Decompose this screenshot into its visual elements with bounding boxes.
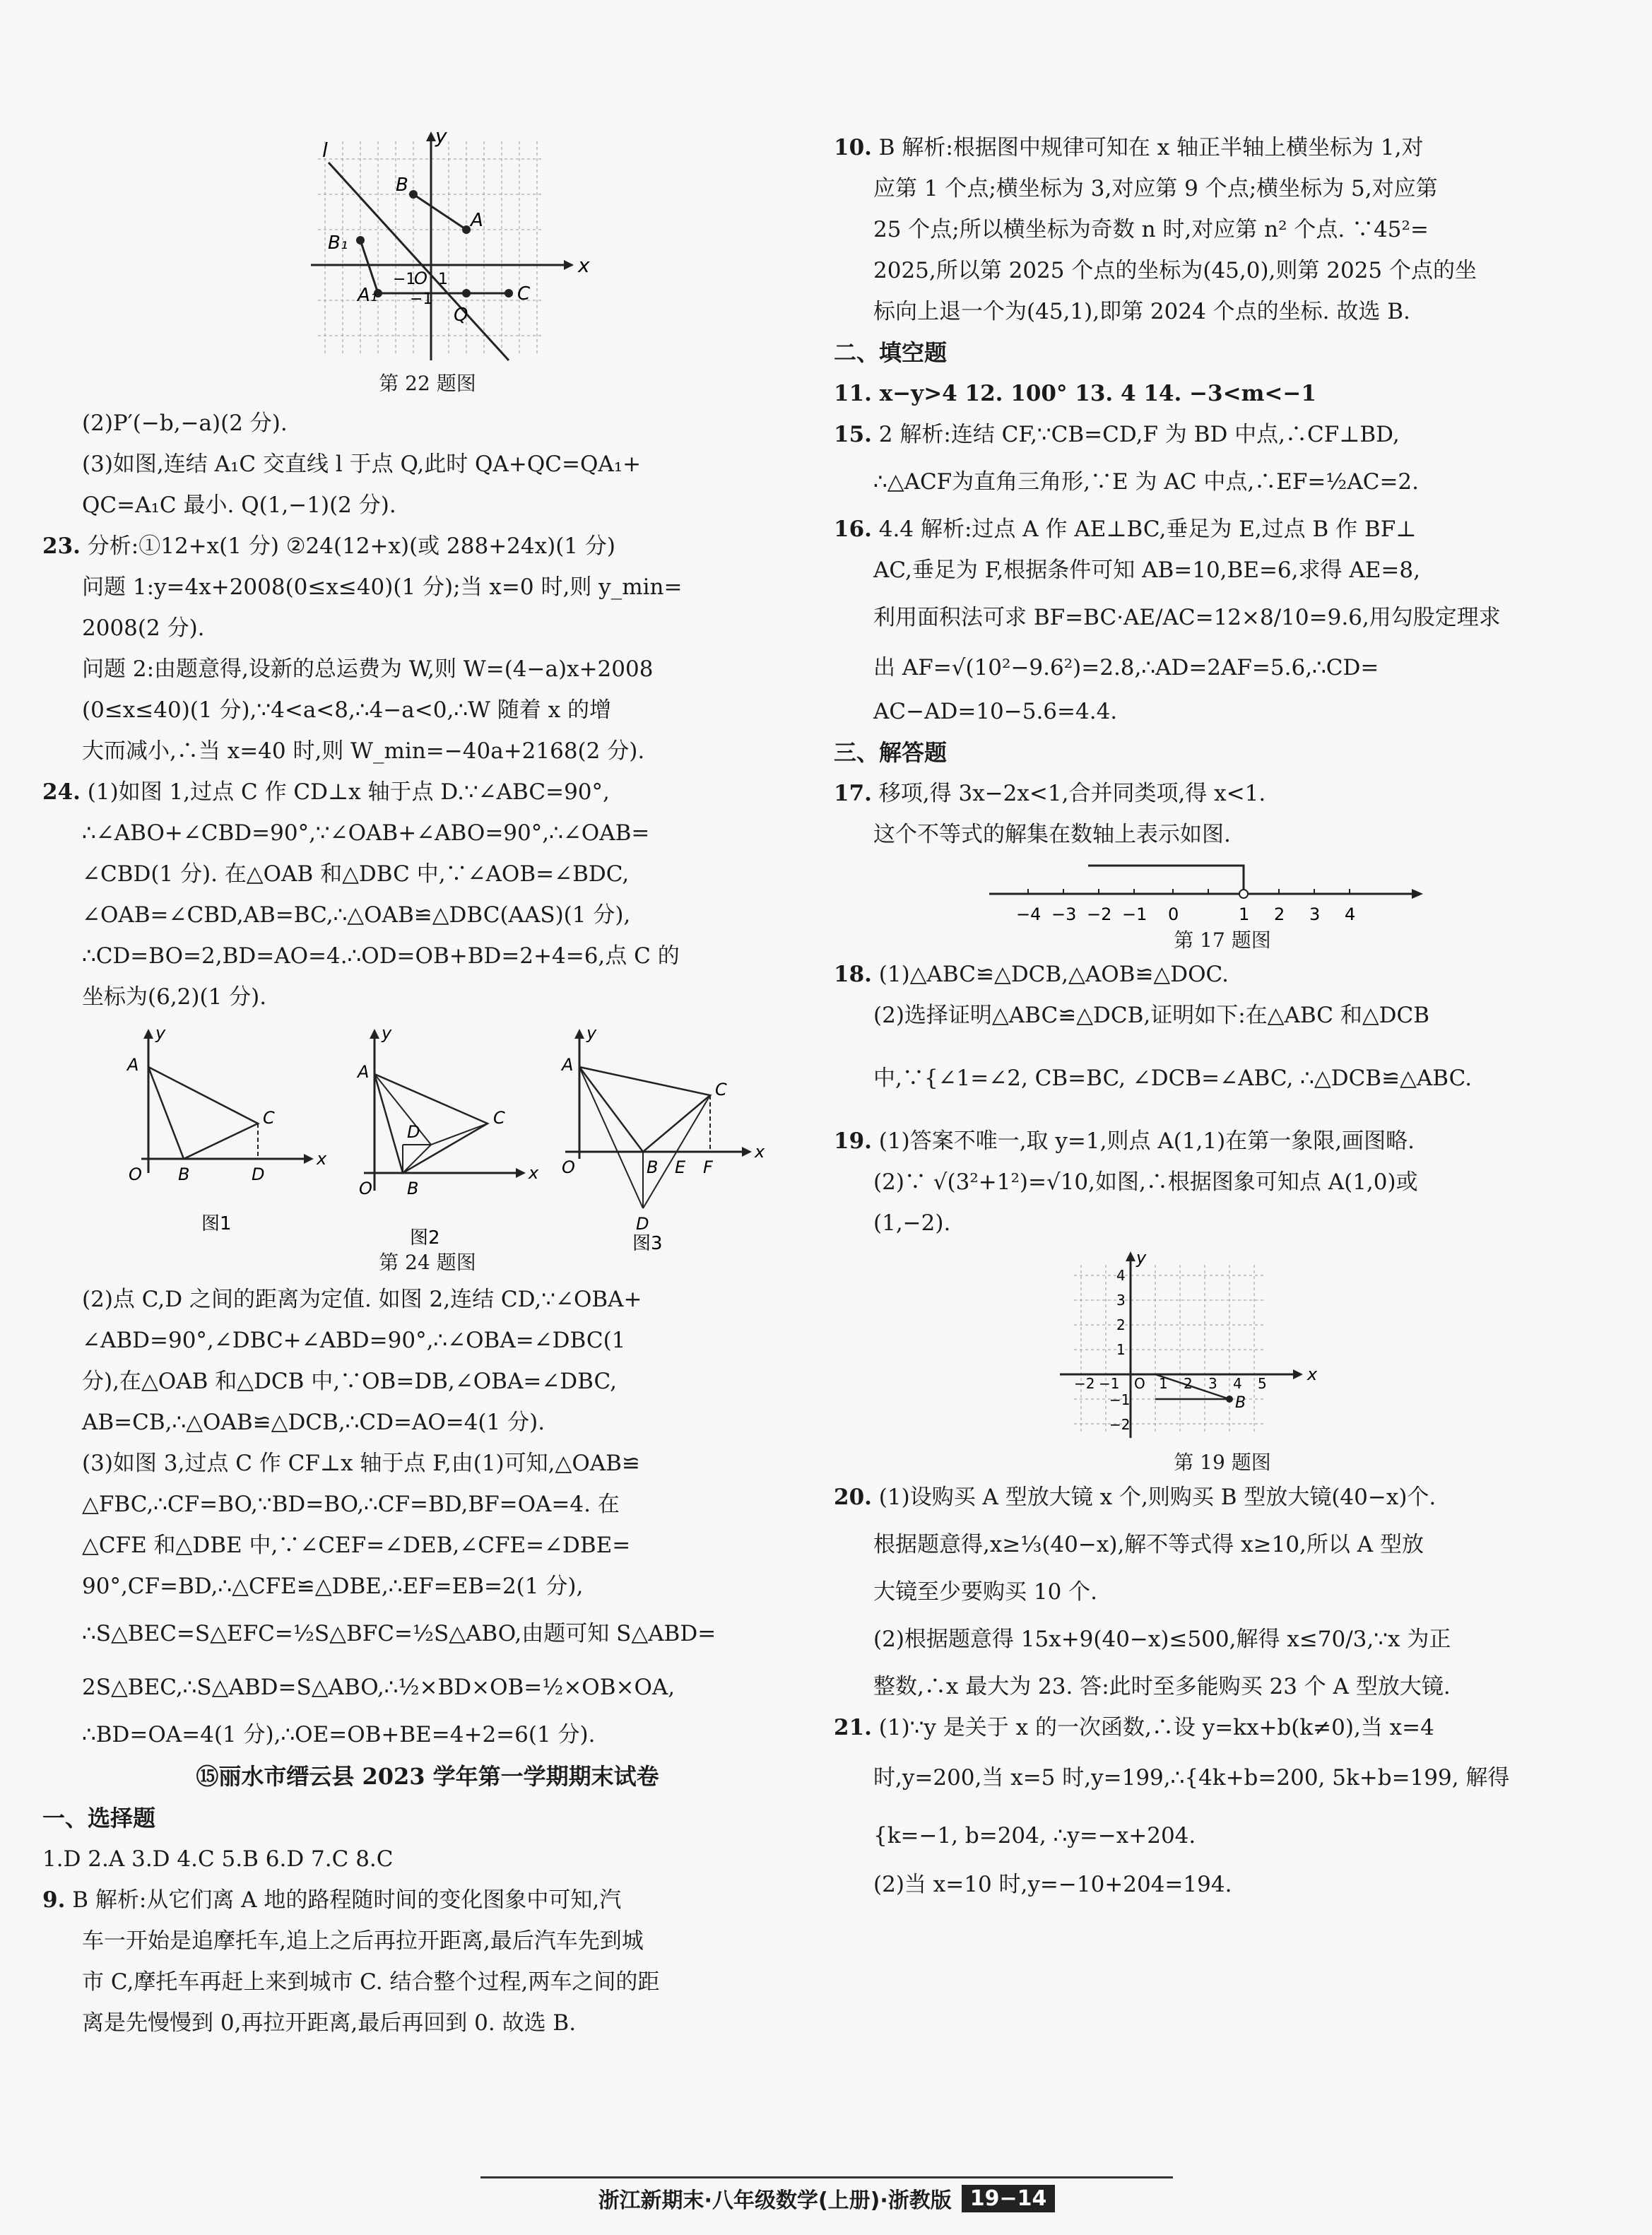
- figure-24-label-2: 图2: [410, 1227, 440, 1249]
- q24-line-3: ∠CBD(1 分). 在△OAB 和△DBC 中,∵∠AOB=∠BDC,: [82, 861, 630, 887]
- q10-line-2: 应第 1 个点;横坐标为 3,对应第 9 个点;横坐标为 5,对应第: [873, 176, 1438, 201]
- svg-text:B: B: [407, 1179, 419, 1198]
- q9-line-2: 车一开始是追摩托车,追上之后再拉开距离,最后汽车先到城: [82, 1928, 644, 1954]
- q23-line-4: 问题 2:由题意得,设新的总运费为 W,则 W=(4−a)x+2008: [82, 656, 654, 682]
- q24b-line-3: 分),在△OAB 和△DCB 中,∵OB=DB,∠OBA=∠DBC,: [82, 1369, 617, 1394]
- q21-line-4: (2)当 x=10 时,y=−10+204=194.: [873, 1872, 1232, 1897]
- q21-text-1: (1)∵y 是关于 x 的一次函数,∴设 y=kx+b(k≠0),当 x=4: [878, 1715, 1434, 1740]
- svg-text:1: 1: [1116, 1341, 1126, 1358]
- svg-text:A: A: [127, 1055, 139, 1075]
- q24b-line-7: △CFE 和△DBE 中,∵∠CEF=∠DEB,∠CFE=∠DBE=: [82, 1533, 631, 1558]
- test-title: ⑮丽水市缙云县 2023 学年第一学期期末试卷: [196, 1763, 659, 1790]
- number-line: [834, 855, 1611, 926]
- figure-17-caption: 第 17 题图: [1174, 928, 1271, 952]
- q15-line-2: ∴△ACF为直角三角形,∵E 为 AC 中点,∴EF=½AC=2.: [873, 469, 1420, 495]
- q21-number: 21.: [834, 1715, 872, 1740]
- tick-neg4: −4: [1016, 904, 1042, 924]
- svg-text:4: 4: [1233, 1375, 1242, 1392]
- q21-line-3: {k=−1, b=204, ∴y=−x+204.: [873, 1823, 1196, 1848]
- tick-neg2: −2: [1087, 904, 1112, 924]
- q16-line-1: [834, 509, 1611, 550]
- page-footer: [480, 2176, 1173, 2218]
- q20-line-1: [834, 1477, 1611, 1518]
- tick-2: 2: [1274, 904, 1285, 924]
- svg-text:F: F: [703, 1157, 713, 1177]
- svg-text:B: B: [396, 175, 408, 196]
- q23-line-1: [42, 526, 813, 567]
- q23-line-2: 问题 1:y=4x+2008(0≤x≤40)(1 分);当 x=0 时,则 y_min=: [82, 574, 683, 600]
- choice-answers: 1.D 2.A 3.D 4.C 5.B 6.D 7.C 8.C: [42, 1846, 394, 1872]
- q23-number: 23.: [42, 533, 81, 559]
- q9-text-1: B 解析:从它们离 A 地的路程随时间的变化图象中可知,汽: [72, 1887, 622, 1913]
- tick-1: 1: [1239, 904, 1250, 924]
- svg-text:y: y: [586, 1023, 597, 1043]
- q21-line-1: [834, 1707, 1611, 1748]
- q19-text-1: (1)答案不唯一,取 y=1,则点 A(1,1)在第一象限,画图略.: [878, 1128, 1415, 1154]
- figure-24: [42, 1018, 813, 1279]
- svg-text:C: C: [715, 1080, 727, 1099]
- figure-22-graph: [42, 120, 813, 403]
- right-column: [834, 127, 1611, 1905]
- q20-line-3: 大镜至少要购买 10 个.: [873, 1579, 1098, 1605]
- q20-line-5: 整数,∴x 最大为 23. 答:此时至多能购买 23 个 A 型放大镜.: [873, 1674, 1451, 1699]
- q19-number: 19.: [834, 1128, 872, 1154]
- q23-line-5: (0≤x≤40)(1 分),∵4<a<8,∴4−a<0,∴W 随着 x 的增: [82, 697, 611, 723]
- q21-line-2: 时,y=200,当 x=5 时,y=199,∴{4k+b=200, 5k+b=199, 解得: [873, 1765, 1510, 1791]
- q24-line-6: 坐标为(6,2)(1 分).: [82, 984, 267, 1010]
- q17-line-1: [834, 773, 1611, 814]
- figure-24-caption: 第 24 题图: [379, 1251, 476, 1274]
- q24b-line-6: △FBC,∴CF=BO,∵BD=BO,∴CF=BD,BF=OA=4. 在: [82, 1492, 620, 1517]
- svg-text:C: C: [493, 1108, 505, 1128]
- svg-text:4: 4: [1116, 1267, 1126, 1284]
- figure-24-label-1: 图1: [201, 1213, 232, 1234]
- q17-line-2: 这个不等式的解集在数轴上表示如图.: [873, 822, 1231, 847]
- q16-line-3: 利用面积法可求 BF=BC·AE/AC=12×8/10=9.6,用勾股定理求: [873, 605, 1501, 630]
- figure-24-graph-3: [560, 1023, 765, 1251]
- section-choice: 一、选择题: [42, 1805, 156, 1832]
- svg-text:O: O: [562, 1157, 575, 1177]
- tick-4: 4: [1345, 904, 1356, 924]
- q9-number: 9.: [42, 1887, 66, 1913]
- svg-text:O: O: [414, 269, 427, 288]
- svg-text:−2: −2: [1074, 1375, 1095, 1392]
- q10-line-4: 2025,所以第 2025 个点的坐标为(45,0),则第 2025 个点的坐: [873, 258, 1477, 283]
- q24b-line-4: AB=CB,∴△OAB≌△DCB,∴CD=AO=4(1 分).: [82, 1410, 545, 1435]
- svg-text:5: 5: [1258, 1375, 1267, 1392]
- svg-text:y: y: [1136, 1248, 1147, 1268]
- q17-text-1: 移项,得 3x−2x<1,合并同类项,得 x<1.: [878, 781, 1266, 806]
- svg-text:x: x: [529, 1163, 539, 1183]
- q15-number: 15.: [834, 422, 872, 447]
- svg-text:D: D: [636, 1214, 649, 1234]
- svg-text:D: D: [407, 1122, 420, 1142]
- svg-text:Q: Q: [454, 305, 468, 326]
- svg-text:O: O: [359, 1179, 372, 1198]
- q18-line-2: (2)选择证明△ABC≌△DCB,证明如下:在△ABC 和△DCB: [873, 1003, 1430, 1028]
- svg-text:3: 3: [1208, 1375, 1217, 1392]
- tick-neg1: −1: [1122, 904, 1147, 924]
- svg-text:−1: −1: [393, 271, 416, 288]
- svg-text:C: C: [517, 283, 531, 305]
- q15-text-1: 2 解析:连结 CF,∵CB=CD,F 为 BD 中点,∴CF⊥BD,: [878, 422, 1400, 447]
- q24b-line-1: (2)点 C,D 之间的距离为定值. 如图 2,连结 CD,∵∠OBA+: [82, 1287, 642, 1312]
- q10-line-5: 标向上退一个为(45,1),即第 2024 个点的坐标. 故选 B.: [873, 299, 1410, 324]
- q18-line-3: 中,∵{∠1=∠2, CB=BC, ∠DCB=∠ABC, ∴△DCB≌△ABC.: [873, 1066, 1473, 1091]
- tick-3: 3: [1309, 904, 1321, 924]
- figure-19-graph: [834, 1244, 1611, 1449]
- svg-text:x: x: [755, 1142, 765, 1162]
- figure-22: [42, 120, 813, 403]
- tick-neg3: −3: [1051, 904, 1077, 924]
- figure-24-graph-1: [126, 1023, 327, 1234]
- q24-line-5: ∴CD=BO=2,BD=AO=4.∴OD=OB+BD=2+4=6,点 C 的: [82, 943, 680, 969]
- svg-text:B: B: [1235, 1394, 1246, 1412]
- svg-text:C: C: [263, 1108, 275, 1128]
- q10-line-3: 25 个点;所以横坐标为奇数 n 时,对应第 n² 个点. ∵45²=: [873, 217, 1429, 242]
- q20-text-1: (1)设购买 A 型放大镜 x 个,则购买 B 型放大镜(40−x)个.: [878, 1485, 1436, 1510]
- svg-text:A: A: [358, 1062, 370, 1082]
- fill-answers: 11. x−y>4 12. 100° 13. 4 14. −3<m<−1: [834, 381, 1316, 406]
- q24b-line-2: ∠ABD=90°,∠DBC+∠ABD=90°,∴∠OBA=∠DBC(1: [82, 1328, 626, 1353]
- q24-line-1: [42, 772, 813, 813]
- q24-line-2: ∴∠ABO+∠CBD=90°,∵∠OAB+∠ABO=90°,∴∠OAB=: [82, 820, 650, 846]
- q15-line-1: [834, 414, 1611, 455]
- figure-24-graphs: [42, 1018, 813, 1251]
- page-number: 19−14: [962, 2185, 1056, 2212]
- svg-text:y: y: [382, 1023, 392, 1043]
- svg-text:−2: −2: [1109, 1416, 1131, 1433]
- q20-line-2: 根据题意得,x≥⅓(40−x),解不等式得 x≥10,所以 A 型放: [873, 1532, 1424, 1557]
- q23-text-1: 分析:①12+x(1 分) ②24(12+x)(或 288+24x)(1 分): [87, 533, 615, 559]
- q24b-line-8: 90°,CF=BD,∴△CFE≌△DBE,∴EF=EB=2(1 分),: [82, 1574, 584, 1599]
- figure-19: [834, 1244, 1611, 1477]
- svg-text:y: y: [435, 124, 447, 148]
- svg-text:x: x: [1307, 1364, 1318, 1384]
- footer-title: 浙江新期末·八年级数学(上册)·浙教版: [598, 2188, 952, 2213]
- q24-line-4: ∠OAB=∠CBD,AB=BC,∴△OAB≌△DBC(AAS)(1 分),: [82, 902, 631, 928]
- svg-text:B: B: [647, 1157, 659, 1177]
- svg-text:2: 2: [1184, 1375, 1193, 1392]
- svg-text:B₁: B₁: [328, 232, 348, 254]
- svg-text:l: l: [322, 138, 328, 162]
- svg-text:3: 3: [1116, 1292, 1126, 1309]
- q19-line-1: [834, 1121, 1611, 1162]
- q24b-line-9: ∴S△BEC=S△EFC=½S△BFC=½S△ABO,由题可知 S△ABD=: [82, 1621, 716, 1646]
- q19-line-2: (2)∵ √(3²+1²)=√10,如图,∴根据图象可知点 A(1,0)或: [873, 1169, 1418, 1195]
- q24-text-1: (1)如图 1,过点 C 作 CD⊥x 轴于点 D.∵∠ABC=90°,: [87, 779, 610, 805]
- tick-0: 0: [1168, 904, 1179, 924]
- q18-number: 18.: [834, 962, 872, 987]
- q22-line-3: QC=A₁C 最小. Q(1,−1)(2 分).: [82, 493, 396, 518]
- q10-number: 10.: [834, 135, 872, 160]
- q16-line-5: AC−AD=10−5.6=4.4.: [873, 699, 1118, 724]
- q17-number: 17.: [834, 781, 872, 806]
- q20-line-4: (2)根据题意得 15x+9(40−x)≤500,解得 x≤70/3,∵x 为正: [873, 1627, 1451, 1652]
- left-column: [42, 120, 813, 2044]
- figure-24-graph-2: [356, 1023, 539, 1249]
- q23-line-6: 大而减小,∴当 x=40 时,则 W_min=−40a+2168(2 分).: [82, 738, 645, 764]
- svg-text:x: x: [317, 1149, 327, 1169]
- svg-text:x: x: [578, 254, 590, 277]
- figure-22-caption: 第 22 题图: [379, 372, 476, 395]
- svg-text:B: B: [178, 1164, 190, 1184]
- svg-text:E: E: [675, 1157, 686, 1177]
- q19-line-3: (1,−2).: [873, 1210, 951, 1236]
- svg-text:2: 2: [1116, 1316, 1126, 1333]
- svg-text:−1: −1: [1099, 1375, 1120, 1392]
- svg-text:1: 1: [438, 271, 448, 288]
- figure-24-label-3: 图3: [632, 1233, 663, 1251]
- figure-17: [834, 855, 1611, 954]
- section-fill: 二、填空题: [834, 339, 948, 366]
- svg-text:O: O: [129, 1164, 142, 1184]
- q9-line-3: 市 C,摩托车再赶上来到城市 C. 结合整个过程,两车之间的距: [82, 1969, 660, 1995]
- q16-text-1: 4.4 解析:过点 A 作 AE⊥BC,垂足为 E,过点 B 作 BF⊥: [878, 517, 1417, 542]
- q16-line-4: 出 AF=√(10²−9.6²)=2.8,∴AD=2AF=5.6,∴CD=: [873, 655, 1379, 680]
- svg-text:A: A: [562, 1055, 574, 1075]
- q23-line-3: 2008(2 分).: [82, 615, 205, 641]
- q22-line-2: (3)如图,连结 A₁C 交直线 l 于点 Q,此时 QA+QC=QA₁+: [82, 452, 642, 477]
- svg-text:y: y: [155, 1023, 166, 1043]
- svg-text:−1: −1: [410, 290, 433, 308]
- q24b-line-10: 2S△BEC,∴S△ABD=S△ABO,∴½×BD×OB=½×OB×OA,: [82, 1675, 675, 1700]
- q9-line-1: [42, 1880, 813, 1921]
- q20-number: 20.: [834, 1485, 872, 1510]
- q18-line-1: [834, 954, 1611, 995]
- q10-text-1: B 解析:根据图中规律可知在 x 轴正半轴上横坐标为 1,对: [878, 135, 1424, 160]
- q18-text-1: (1)△ABC≌△DCB,△AOB≌△DOC.: [878, 962, 1229, 987]
- q22-line-1: (2)P′(−b,−a)(2 分).: [82, 411, 288, 436]
- svg-text:D: D: [252, 1164, 265, 1184]
- svg-text:−1: −1: [1109, 1391, 1131, 1408]
- q16-number: 16.: [834, 517, 872, 542]
- svg-text:A₁: A₁: [358, 285, 378, 306]
- svg-text:1: 1: [1159, 1375, 1168, 1392]
- q16-line-2: AC,垂足为 F,根据条件可知 AB=10,BE=6,求得 AE=8,: [873, 558, 1420, 583]
- q24b-line-5: (3)如图 3,过点 C 作 CF⊥x 轴于点 F,由(1)可知,△OAB≌: [82, 1451, 640, 1476]
- svg-text:O: O: [1134, 1375, 1145, 1392]
- q24b-line-11: ∴BD=OA=4(1 分),∴OE=OB+BE=4+2=6(1 分).: [82, 1722, 596, 1747]
- q24-number: 24.: [42, 779, 81, 805]
- q9-line-4: 离是先慢慢到 0,再拉开距离,最后再回到 0. 故选 B.: [82, 2010, 577, 2036]
- section-solve: 三、解答题: [834, 739, 948, 766]
- figure-19-caption: 第 19 题图: [1174, 1451, 1271, 1474]
- svg-text:A: A: [471, 210, 483, 231]
- q10-line-1: [834, 127, 1611, 168]
